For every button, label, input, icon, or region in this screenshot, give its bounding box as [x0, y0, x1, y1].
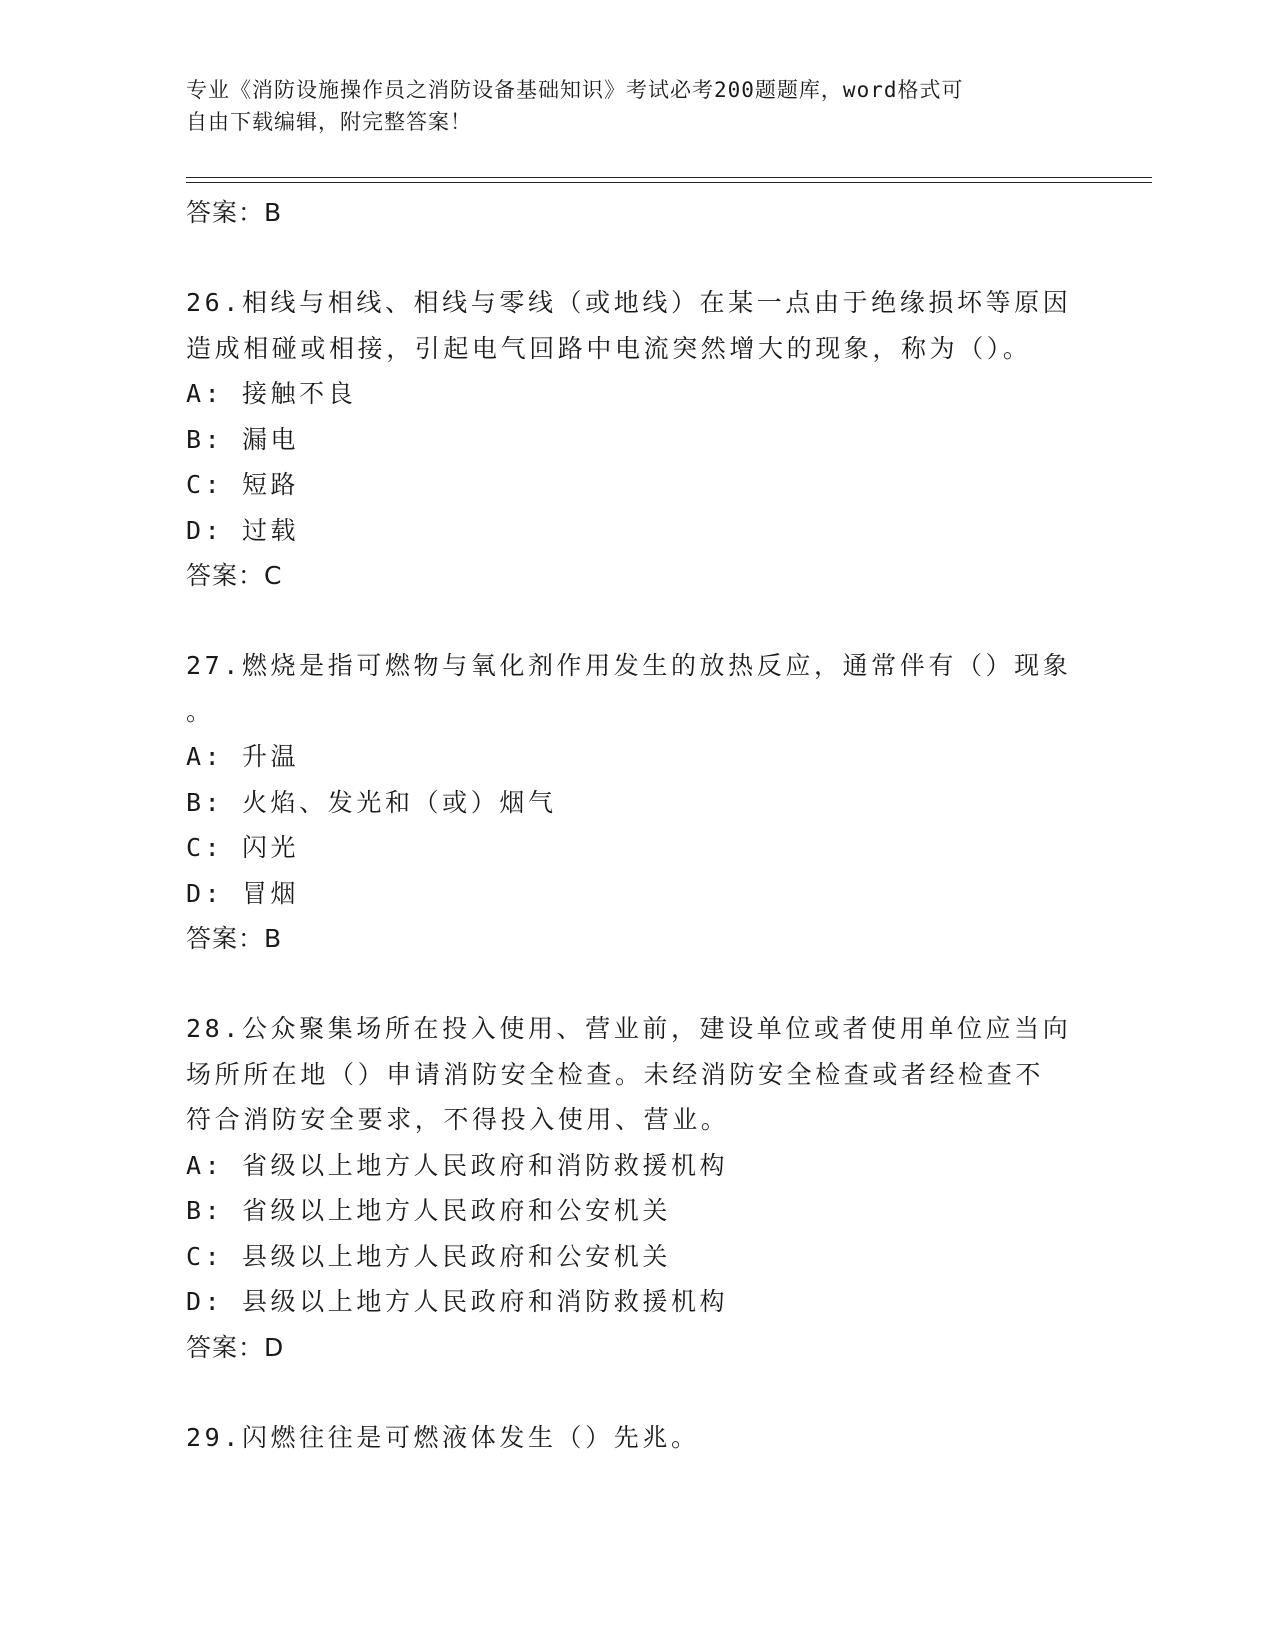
question-28-option-c: C: 县级以上地方人民政府和公安机关: [186, 1241, 671, 1271]
question-27-stem-line-2: 。: [186, 696, 215, 726]
question-27-stem-line-1: 27.燃烧是指可燃物与氧化剂作用发生的放热反应，通常伴有（）现象: [186, 651, 1072, 680]
question-27-option-a: A: 升温: [186, 742, 300, 771]
question-26: [186, 280, 1086, 599]
question-28-stem-line-3: 符合消防安全要求，不得投入使用、营业。: [186, 1105, 730, 1134]
header-line-2: 自由下载编辑，附完整答案！: [186, 110, 472, 134]
question-27-option-c: C: 闪光: [186, 833, 300, 862]
header-line-1: 专业《消防设施操作员之消防设备基础知识》考试必考200题题库，word格式可: [186, 78, 964, 102]
question-28-option-a: A: 省级以上地方人民政府和消防救援机构: [186, 1150, 729, 1180]
answer-27: 答案：B: [186, 924, 283, 953]
answer-25: 答案：B: [186, 198, 283, 227]
question-29-stem-line-1: 29.闪燃往往是可燃液体发生（）先兆。: [186, 1422, 700, 1452]
question-26-stem-line-2: 造成相碰或相接，引起电气回路中电流突然增大的现象，称为（）。: [186, 333, 1032, 363]
question-26-option-b: B: 漏电: [186, 424, 300, 454]
document-header: [186, 74, 1066, 138]
question-28-stem-line-1: 28.公众聚集场所在投入使用、营业前，建设单位或者使用单位应当向: [186, 1014, 1072, 1043]
question-28-option-b: B: 省级以上地方人民政府和公安机关: [186, 1196, 671, 1225]
question-27: [186, 643, 1086, 962]
question-26-option-d: D: 过载: [186, 515, 300, 545]
header-rule-top: [186, 177, 1152, 178]
question-28: [186, 1006, 1086, 1371]
answer-26: 答案：C: [186, 561, 283, 590]
question-27-option-b: B: 火焰、发光和（或）烟气: [186, 787, 557, 817]
question-27-option-d: D: 冒烟: [186, 878, 300, 908]
question-26-option-a: A: 接触不良: [186, 379, 357, 408]
question-list: [186, 190, 1086, 1460]
question-28-option-d: D: 县级以上地方人民政府和消防救援机构: [186, 1287, 729, 1316]
question-28-stem-line-2: 场所所在地（）申请消防安全检查。未经消防安全检查或者经检查不: [186, 1059, 1045, 1089]
question-29: [186, 1415, 1086, 1461]
question-26-option-c: C: 短路: [186, 470, 300, 499]
answer-28: 答案：D: [186, 1332, 285, 1362]
question-26-stem-line-1: 26.相线与相线、相线与零线（或地线）在某一点由于绝缘损坏等原因: [186, 288, 1072, 317]
header-rule-bottom: [186, 182, 1152, 183]
